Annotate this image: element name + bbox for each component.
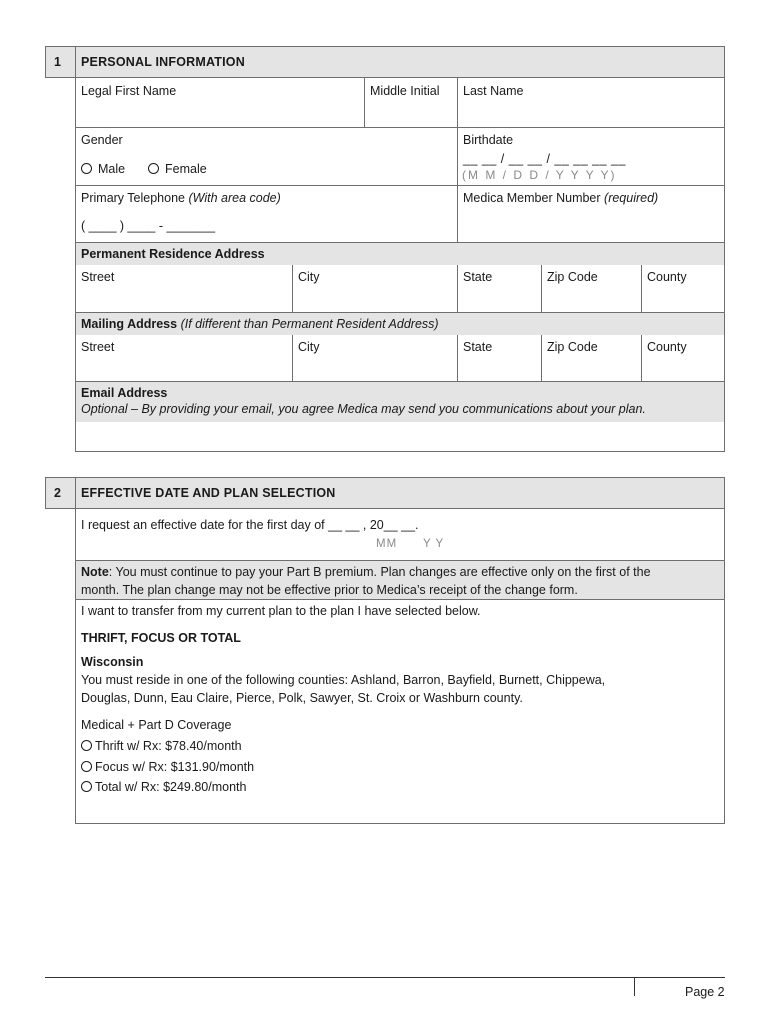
permanent-address-header: Permanent Residence Address [81,247,265,261]
legal-first-name-field[interactable]: Legal First Name [81,84,177,98]
mailing-city-field[interactable]: City [298,340,320,354]
section-1-title: PERSONAL INFORMATION [81,55,245,69]
plan-focus-label: Focus w/ Rx: $131.90/month [95,760,255,774]
footer-rule [45,977,725,978]
mailing-state-field[interactable]: State [463,340,493,354]
gender-female-label: Female [165,162,207,176]
note-line-1: Note: You must continue to pay your Part B premium. Plan changes are effective only on the first of the [81,565,651,579]
coverage-label: Medical + Part D Coverage [81,718,232,732]
section-2-title: EFFECTIVE DATE AND PLAN SELECTION [81,486,336,500]
mailing-street-field[interactable]: Street [81,340,115,354]
plan-thrift-label: Thrift w/ Rx: $78.40/month [95,739,242,753]
permanent-street-field[interactable]: Street [81,270,115,284]
permanent-city-field[interactable]: City [298,270,320,284]
radio-circle-icon [81,163,92,174]
gender-male-label: Male [98,162,126,176]
email-header: Email Address [81,386,168,400]
effective-date-hint-month: MM [376,538,398,550]
page-number: Page 2 [685,985,725,999]
member-number-field[interactable]: Medica Member Number (required) [463,191,659,205]
note-line-2: month. The plan change may not be effective prior to Medica’s receipt of the change form. [81,583,578,597]
mailing-address-header: Mailing Address (If different than Permanent Resident Address) [81,317,439,331]
plan-thrift-radio[interactable] [81,739,242,754]
gender-male-radio[interactable] [81,162,125,177]
effective-date-hint-year: Y Y [423,538,445,550]
birthdate-label: Birthdate [463,133,514,147]
gender-label: Gender [81,133,123,147]
section-2-body [75,508,725,824]
email-note: Optional – By providing your email, you agree Medica may send you communications about your plan. [81,402,646,416]
primary-telephone-label: Primary Telephone (With area code) [81,191,281,205]
plan-focus-radio[interactable] [81,760,254,775]
primary-telephone-field[interactable]: ( ____ ) ____ - _______ [81,219,216,233]
residence-line-2: Douglas, Dunn, Eau Claire, Pierce, Polk, Sawyer, St. Croix or Washburn county. [81,691,523,705]
section-1-number: 1 [54,55,61,69]
effective-date-field[interactable]: I request an effective date for the first day of __ __ , 20__ __. [81,518,419,532]
birthdate-hint: (M M / D D / Y Y Y Y) [462,168,617,182]
mailing-county-field[interactable]: County [647,340,687,354]
mailing-zip-field[interactable]: Zip Code [547,340,598,354]
middle-initial-field[interactable]: Middle Initial [370,84,440,98]
permanent-state-field[interactable]: State [463,270,493,284]
plan-total-label: Total w/ Rx: $249.80/month [95,780,247,794]
birthdate-field[interactable]: __ __ / __ __ / __ __ __ __ [463,152,626,166]
state-heading: Wisconsin [81,655,144,669]
radio-circle-icon [81,781,92,792]
section-2-number: 2 [54,486,61,500]
permanent-zip-field[interactable]: Zip Code [547,270,598,284]
plan-total-radio[interactable] [81,780,246,795]
email-field[interactable] [76,423,724,451]
radio-circle-icon [148,163,159,174]
plan-group-heading: THRIFT, FOCUS OR TOTAL [81,631,241,645]
radio-circle-icon [81,740,92,751]
permanent-county-field[interactable]: County [647,270,687,284]
residence-line-1: You must reside in one of the following counties: Ashland, Barron, Bayfield, Burnett, Chippewa, [81,673,606,687]
radio-circle-icon [81,761,92,772]
footer-divider [634,977,635,996]
last-name-field[interactable]: Last Name [463,84,524,98]
transfer-statement: I want to transfer from my current plan to the plan I have selected below. [81,604,481,618]
gender-female-radio[interactable] [148,162,207,177]
